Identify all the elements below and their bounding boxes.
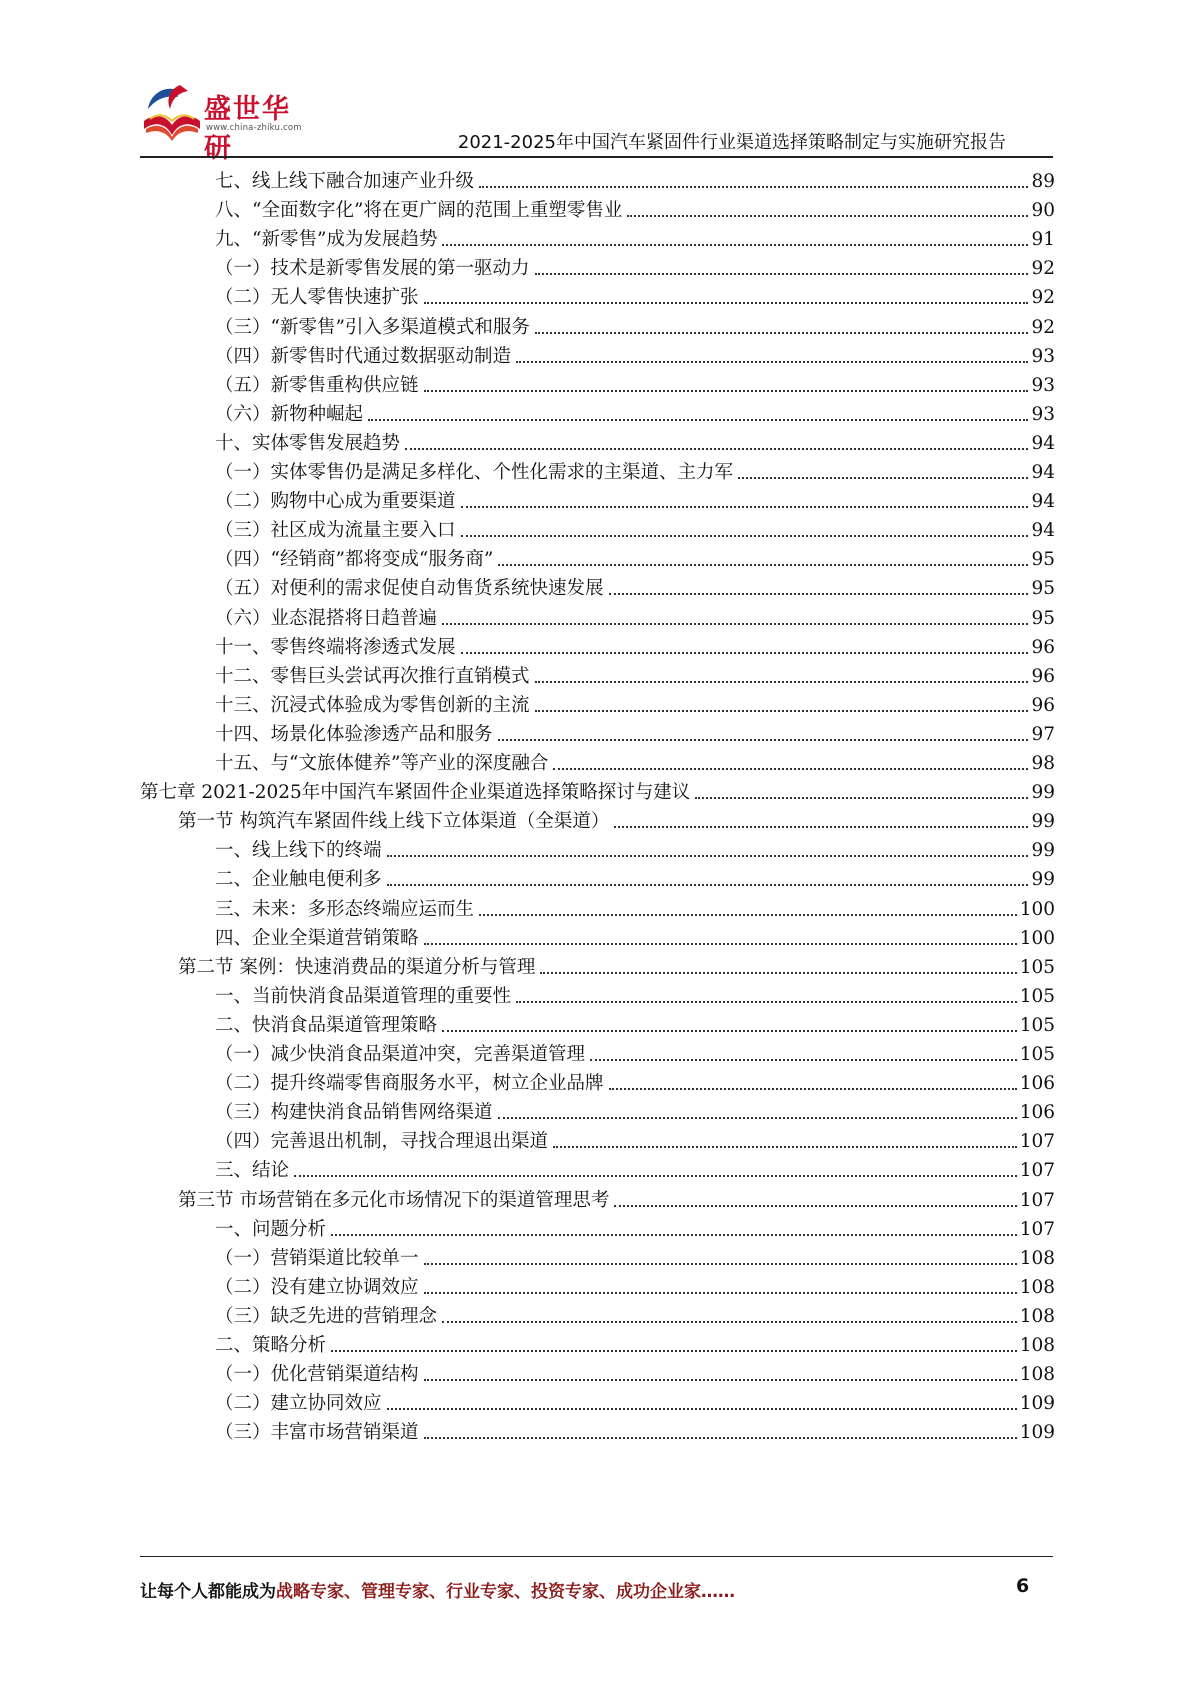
toc-dot-leader [609, 593, 1029, 595]
toc-entry[interactable] [215, 658, 1055, 689]
toc-dot-leader [424, 1263, 1017, 1265]
toc-entry-label: （五）对便利的需求促使自动售货系统快速发展 [215, 578, 604, 600]
toc-entry[interactable] [215, 541, 1055, 572]
toc-entry[interactable] [178, 1182, 1055, 1213]
toc-dot-leader [553, 768, 1028, 770]
toc-entry-label: 一、线上线下的终端 [215, 840, 382, 862]
toc-entry-page: 107 [1019, 1189, 1055, 1211]
toc-dot-leader [387, 884, 1029, 886]
toc-entry-page: 106 [1019, 1073, 1055, 1095]
toc-entry[interactable] [215, 1211, 1055, 1242]
toc-entry-label: （三）社区成为流量主要入口 [215, 520, 456, 542]
toc-entry[interactable] [215, 250, 1055, 281]
toc-entry[interactable] [215, 1094, 1055, 1125]
toc-entry[interactable] [215, 512, 1055, 543]
toc-entry-label: 十四、场景化体验渗透产品和服务 [215, 723, 493, 745]
toc-entry-page: 109 [1019, 1422, 1055, 1444]
toc-entry-label: （一）技术是新零售发展的第一驱动力 [215, 258, 530, 280]
toc-entry-label: 第七章 2021-2025年中国汽车紧固件企业渠道选择策略探讨与建议 [140, 782, 691, 804]
toc-dot-leader [540, 972, 1016, 974]
toc-dot-leader [387, 855, 1029, 857]
toc-entry-label: 第三节 市场营销在多元化市场情况下的渠道管理思考 [178, 1189, 610, 1211]
toc-entry-page: 105 [1019, 1044, 1055, 1065]
toc-entry-label: 九、“新零售”成为发展趋势 [215, 229, 438, 251]
toc-entry-page: 90 [1031, 200, 1055, 222]
toc-entry-page: 106 [1019, 1102, 1055, 1124]
toc-dot-leader [294, 1175, 1017, 1177]
toc-entry-page: 96 [1031, 636, 1055, 658]
toc-entry-page: 98 [1031, 753, 1055, 774]
toc-entry[interactable] [215, 192, 1055, 223]
toc-dot-leader [553, 1146, 1017, 1148]
toc-entry-label: （一）减少快消食品渠道冲突，完善渠道管理 [215, 1044, 586, 1065]
toc-entry[interactable] [215, 309, 1055, 340]
toc-entry[interactable] [215, 978, 1055, 1009]
toc-entry-label: 十三、沉浸式体验成为零售创新的主流 [215, 694, 530, 716]
toc-entry[interactable] [215, 367, 1055, 398]
toc-entry-label: 第二节 案例：快速消费品的渠道分析与管理 [178, 956, 536, 978]
toc-entry-page: 99 [1031, 782, 1055, 804]
toc-entry[interactable] [140, 774, 1055, 805]
toc-entry-page: 108 [1019, 1247, 1055, 1269]
toc-dot-leader [535, 681, 1029, 683]
toc-dot-leader [738, 477, 1028, 479]
toc-entry-label: （三）构建快消食品销售网络渠道 [215, 1102, 493, 1124]
toc-entry-page: 97 [1031, 723, 1055, 745]
toc-entry-page: 105 [1019, 956, 1055, 978]
toc-entry-page: 96 [1031, 694, 1055, 716]
toc-entry-page: 105 [1019, 985, 1055, 1007]
toc-entry-label: 一、问题分析 [215, 1218, 327, 1240]
toc-dot-leader [535, 710, 1029, 712]
toc-entry[interactable] [215, 600, 1055, 631]
toc-entry-page: 92 [1031, 258, 1055, 280]
toc-entry-page: 100 [1019, 927, 1055, 949]
toc-dot-leader [479, 914, 1017, 916]
toc-dot-leader [331, 1234, 1017, 1236]
toc-dot-leader [609, 1088, 1017, 1090]
toc-entry-label: （五）新零售重构供应链 [215, 374, 419, 396]
toc-entry-page: 91 [1031, 229, 1055, 251]
toc-dot-leader [614, 1205, 1016, 1207]
toc-entry-label: 十一、零售终端将渗透式发展 [215, 636, 456, 658]
toc-entry[interactable] [215, 1385, 1055, 1416]
toc-entry-label: 七、线上线下融合加速产业升级 [215, 171, 475, 192]
toc-entry[interactable] [215, 832, 1055, 863]
toc-entry[interactable] [215, 425, 1055, 456]
toc-entry-page: 96 [1031, 665, 1055, 687]
toc-entry-page: 107 [1019, 1160, 1055, 1182]
toc-entry[interactable] [215, 716, 1055, 747]
footer-slogan [140, 1577, 735, 1602]
toc-dot-leader [614, 826, 1028, 828]
toc-dot-leader [498, 739, 1029, 741]
toc-entry-page: 94 [1031, 432, 1055, 454]
toc-dot-leader [461, 506, 1029, 508]
toc-entry-label: 一、当前快消食品渠道管理的重要性 [215, 985, 512, 1007]
toc-entry-page: 94 [1031, 520, 1055, 542]
toc-entry-page: 100 [1019, 898, 1055, 920]
toc-dot-leader [424, 302, 1029, 304]
toc-dot-leader [405, 448, 1028, 450]
toc-dot-leader [535, 332, 1029, 334]
toc-entry-page: 93 [1031, 374, 1055, 396]
toc-dot-leader [442, 623, 1028, 625]
toc-entry-page: 108 [1019, 1276, 1055, 1298]
toc-dot-leader [368, 419, 1028, 421]
toc-entry[interactable] [215, 920, 1055, 951]
toc-entry[interactable] [215, 279, 1055, 310]
toc-dot-leader [442, 244, 1028, 246]
toc-entry-page: 108 [1019, 1364, 1055, 1386]
toc-entry-label: 十五、与“文旅体健养”等产业的深度融合 [215, 753, 549, 774]
toc-entry-page: 94 [1031, 491, 1055, 513]
toc-entry-page: 94 [1031, 462, 1055, 483]
logo-name: 盛世华研 [204, 94, 291, 164]
toc-dot-leader [424, 943, 1017, 945]
toc-entry[interactable] [215, 1065, 1055, 1096]
slogan-prefix: 让每个人都能成为 [140, 1582, 276, 1602]
toc-entry[interactable] [215, 891, 1055, 922]
toc-entry[interactable] [215, 745, 1055, 776]
toc-entry[interactable] [215, 163, 1055, 194]
toc-entry-label: （二）购物中心成为重要渠道 [215, 491, 456, 513]
toc-entry-page: 99 [1031, 840, 1055, 862]
toc-entry-label: 第一节 构筑汽车紧固件线上线下立体渠道（全渠道） [178, 811, 610, 833]
toc-entry-label: 十、实体零售发展趋势 [215, 432, 401, 454]
toc-entry-page: 109 [1019, 1393, 1055, 1415]
toc-entry[interactable] [178, 949, 1055, 980]
toc-entry-label: 二、策略分析 [215, 1335, 327, 1356]
toc-entry[interactable] [215, 454, 1055, 485]
toc-entry-label: （六）新物种崛起 [215, 403, 364, 425]
toc-entry-label: 八、“全面数字化”将在更广阔的范围上重塑零售业 [215, 200, 623, 222]
toc-dot-leader [461, 535, 1029, 537]
toc-entry[interactable] [215, 687, 1055, 718]
toc-entry[interactable] [215, 1356, 1055, 1387]
toc-dot-leader [442, 1030, 1017, 1032]
toc-entry-page: 93 [1031, 345, 1055, 367]
footer-divider [140, 1556, 1053, 1557]
toc-entry-label: （二）建立协同效应 [215, 1393, 382, 1415]
toc-entry-label: （三）“新零售”引入多渠道模式和服务 [215, 316, 530, 338]
toc-entry-label: （二）无人零售快速扩张 [215, 287, 419, 309]
toc-entry-page: 99 [1031, 869, 1055, 891]
toc-entry-page: 108 [1019, 1335, 1055, 1356]
toc-entry-page: 95 [1031, 549, 1055, 571]
toc-entry[interactable] [215, 1036, 1055, 1067]
toc-entry-label: （三）缺乏先进的营销理念 [215, 1305, 438, 1327]
toc-entry-page: 95 [1031, 607, 1055, 629]
toc-entry-page: 92 [1031, 316, 1055, 338]
toc-dot-leader [535, 273, 1029, 275]
toc-entry[interactable] [178, 803, 1055, 834]
report-title: 2021-2025年中国汽车紧固件行业渠道选择策略制定与实施研究报告 [457, 132, 1006, 153]
toc-dot-leader [590, 1059, 1017, 1061]
toc-dot-leader [387, 1408, 1017, 1410]
toc-dot-leader [424, 1437, 1017, 1439]
toc-entry-label: （一）营销渠道比较单一 [215, 1247, 419, 1269]
company-logo [140, 83, 315, 164]
toc-dot-leader [695, 797, 1028, 799]
toc-dot-leader [479, 186, 1028, 188]
page-header [0, 0, 1191, 164]
toc-entry-label: （一）优化营销渠道结构 [215, 1364, 419, 1386]
toc-entry[interactable] [215, 1123, 1055, 1154]
toc-entry[interactable] [215, 1298, 1055, 1329]
toc-entry[interactable] [215, 1240, 1055, 1271]
toc-entry-page: 95 [1031, 578, 1055, 600]
toc-entry[interactable] [215, 1327, 1055, 1358]
toc-entry-label: （一）实体零售仍是满足多样化、个性化需求的主渠道、主力军 [215, 462, 734, 483]
toc-entry-label: 二、快消食品渠道管理策略 [215, 1014, 438, 1036]
toc-dot-leader [424, 1379, 1017, 1381]
toc-entry[interactable] [215, 1414, 1055, 1445]
toc-entry[interactable] [215, 396, 1055, 427]
toc-entry-page: 89 [1031, 171, 1055, 192]
toc-dot-leader [516, 361, 1028, 363]
toc-dot-leader [461, 652, 1029, 654]
toc-entry-label: （四）完善退出机制，寻找合理退出渠道 [215, 1131, 549, 1153]
toc-entry[interactable] [215, 221, 1055, 252]
logo-book-icon [140, 83, 204, 143]
toc-entry[interactable] [215, 1152, 1055, 1183]
toc-entry-label: （四）新零售时代通过数据驱动制造 [215, 345, 512, 367]
page-number: 6 [1016, 1575, 1030, 1597]
toc-entry-page: 107 [1019, 1218, 1055, 1240]
toc-dot-leader [627, 215, 1028, 217]
toc-entry-label: 十二、零售巨头尝试再次推行直销模式 [215, 665, 530, 687]
toc-entry-page: 105 [1019, 1014, 1055, 1036]
toc-entry-label: （二）没有建立协调效应 [215, 1276, 419, 1298]
header-divider [140, 156, 1053, 158]
toc-entry[interactable] [215, 338, 1055, 369]
toc-dot-leader [442, 1321, 1017, 1323]
toc-entry-label: 四、企业全渠道营销策略 [215, 927, 419, 949]
toc-entry-label: （三）丰富市场营销渠道 [215, 1422, 419, 1444]
toc-entry[interactable] [215, 861, 1055, 892]
toc-entry-label: 三、结论 [215, 1160, 290, 1182]
toc-entry-page: 99 [1031, 811, 1055, 833]
toc-dot-leader [498, 1117, 1017, 1119]
toc-dot-leader [498, 564, 1028, 566]
toc-entry[interactable] [215, 1269, 1055, 1300]
toc-entry-page: 108 [1019, 1305, 1055, 1327]
toc-entry-label: （二）提升终端零售商服务水平，树立企业品牌 [215, 1073, 604, 1095]
toc-dot-leader [516, 1001, 1017, 1003]
logo-url: www.china-zhiku.com [206, 123, 302, 133]
toc-entry[interactable] [215, 570, 1055, 601]
toc-entry-label: 三、未来：多形态终端应运而生 [215, 898, 475, 920]
toc-entry[interactable] [215, 629, 1055, 660]
toc-dot-leader [424, 1292, 1017, 1294]
toc-entry-page: 107 [1019, 1131, 1055, 1153]
toc-entry-page: 92 [1031, 287, 1055, 309]
toc-dot-leader [424, 390, 1029, 392]
toc-entry[interactable] [215, 483, 1055, 514]
toc-entry-page: 93 [1031, 403, 1055, 425]
toc-entry-label: 二、企业触电便利多 [215, 869, 382, 891]
toc-entry[interactable] [215, 1007, 1055, 1038]
toc-entry-label: （六）业态混搭将日趋普遍 [215, 607, 438, 629]
toc-entry-label: （四）“经销商”都将变成“服务商” [215, 549, 494, 571]
toc-dot-leader [331, 1350, 1017, 1352]
slogan-highlight: 战略专家、管理专家、行业专家、投资专家、成功企业家…… [276, 1582, 735, 1602]
